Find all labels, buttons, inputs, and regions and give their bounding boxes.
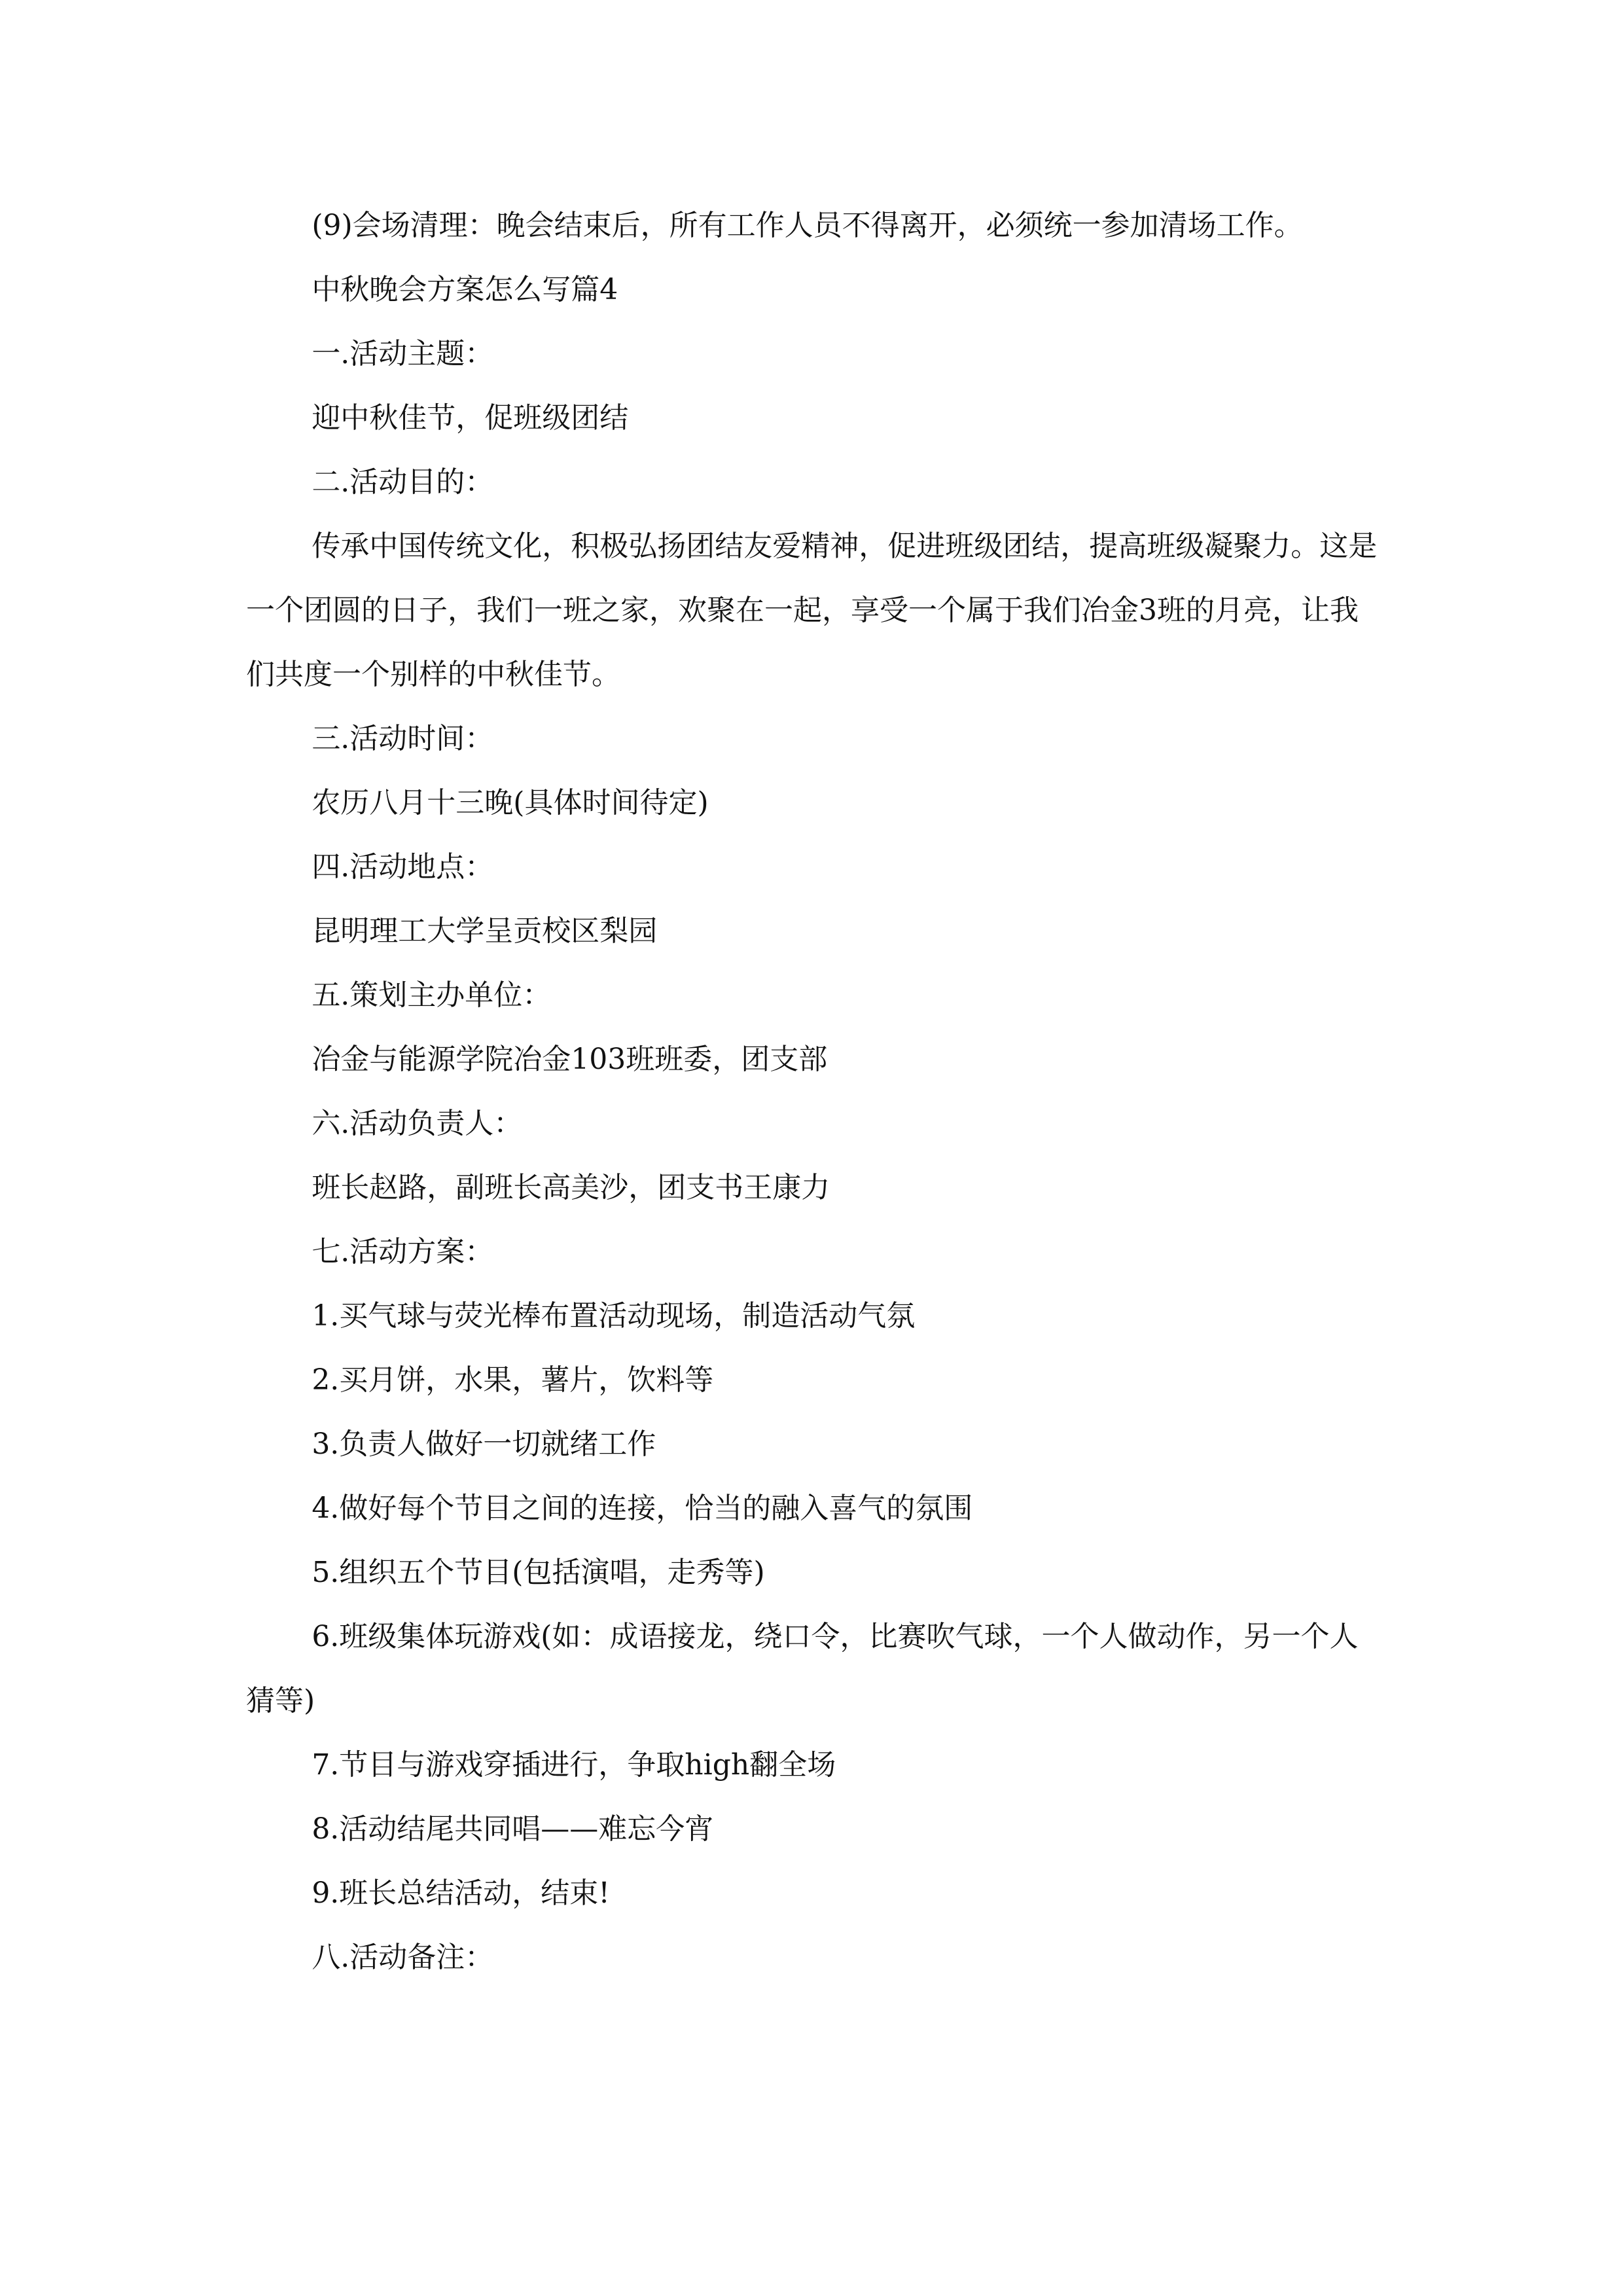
paragraph-cleanup: (9)会场清理：晚会结束后，所有工作人员不得离开，必须统一参加清场工作。 (312, 209, 1303, 242)
plan-item-2: 2.买月饼，水果，薯片，饮料等 (312, 1363, 714, 1397)
location-text: 昆明理工大学呈贡校区梨园 (312, 914, 658, 948)
plan-item-7: 7.节目与游戏穿插进行，争取high翻全场 (312, 1748, 836, 1782)
heading-person-in-charge: 六.活动负责人： (312, 1107, 523, 1140)
plan-item-5: 5.组织五个节目(包括演唱，走秀等) (312, 1556, 765, 1589)
section-heading: 中秋晚会方案怎么写篇4 (312, 273, 618, 306)
heading-location: 四.活动地点： (312, 850, 494, 884)
time-text: 农历八月十三晚(具体时间待定) (312, 786, 709, 819)
heading-purpose: 二.活动目的： (312, 465, 494, 499)
plan-item-8: 8.活动结尾共同唱——难忘今宵 (312, 1812, 714, 1846)
heading-time: 三.活动时间： (312, 722, 494, 755)
heading-notes: 八.活动备注： (312, 1941, 494, 1974)
organizer-text: 冶金与能源学院冶金103班班委，团支部 (312, 1043, 828, 1076)
heading-organizer: 五.策划主办单位： (312, 978, 552, 1012)
plan-item-9: 9.班长总结活动，结束! (312, 1876, 610, 1910)
document-body (246, 194, 1378, 1990)
heading-plan: 七.活动方案： (312, 1235, 494, 1268)
person-in-charge-text: 班长赵路，副班长高美沙，团支书王康力 (312, 1171, 830, 1204)
plan-item-1: 1.买气球与荧光棒布置活动现场，制造活动气氛 (312, 1299, 916, 1333)
plan-item-3: 3.负责人做好一切就绪工作 (312, 1427, 656, 1461)
plan-item-4: 4.做好每个节目之间的连接，恰当的融入喜气的氛围 (312, 1492, 973, 1525)
plan-item-6: 6.班级集体玩游戏(如：成语接龙，绕口令，比赛吹气球，一个人做动作，另一个人猜等) (246, 1620, 1359, 1717)
purpose-text: 传承中国传统文化，积极弘扬团结友爱精神，促进班级团结，提高班级凝聚力。这是一个团圆的日子，我们一班之家，欢聚在一起，享受一个属于我们冶金3班的月亮，让我们共度一个别样的中秋佳节。 (246, 529, 1378, 691)
theme-text: 迎中秋佳节，促班级团结 (312, 401, 629, 435)
heading-theme: 一.活动主题： (312, 337, 494, 370)
